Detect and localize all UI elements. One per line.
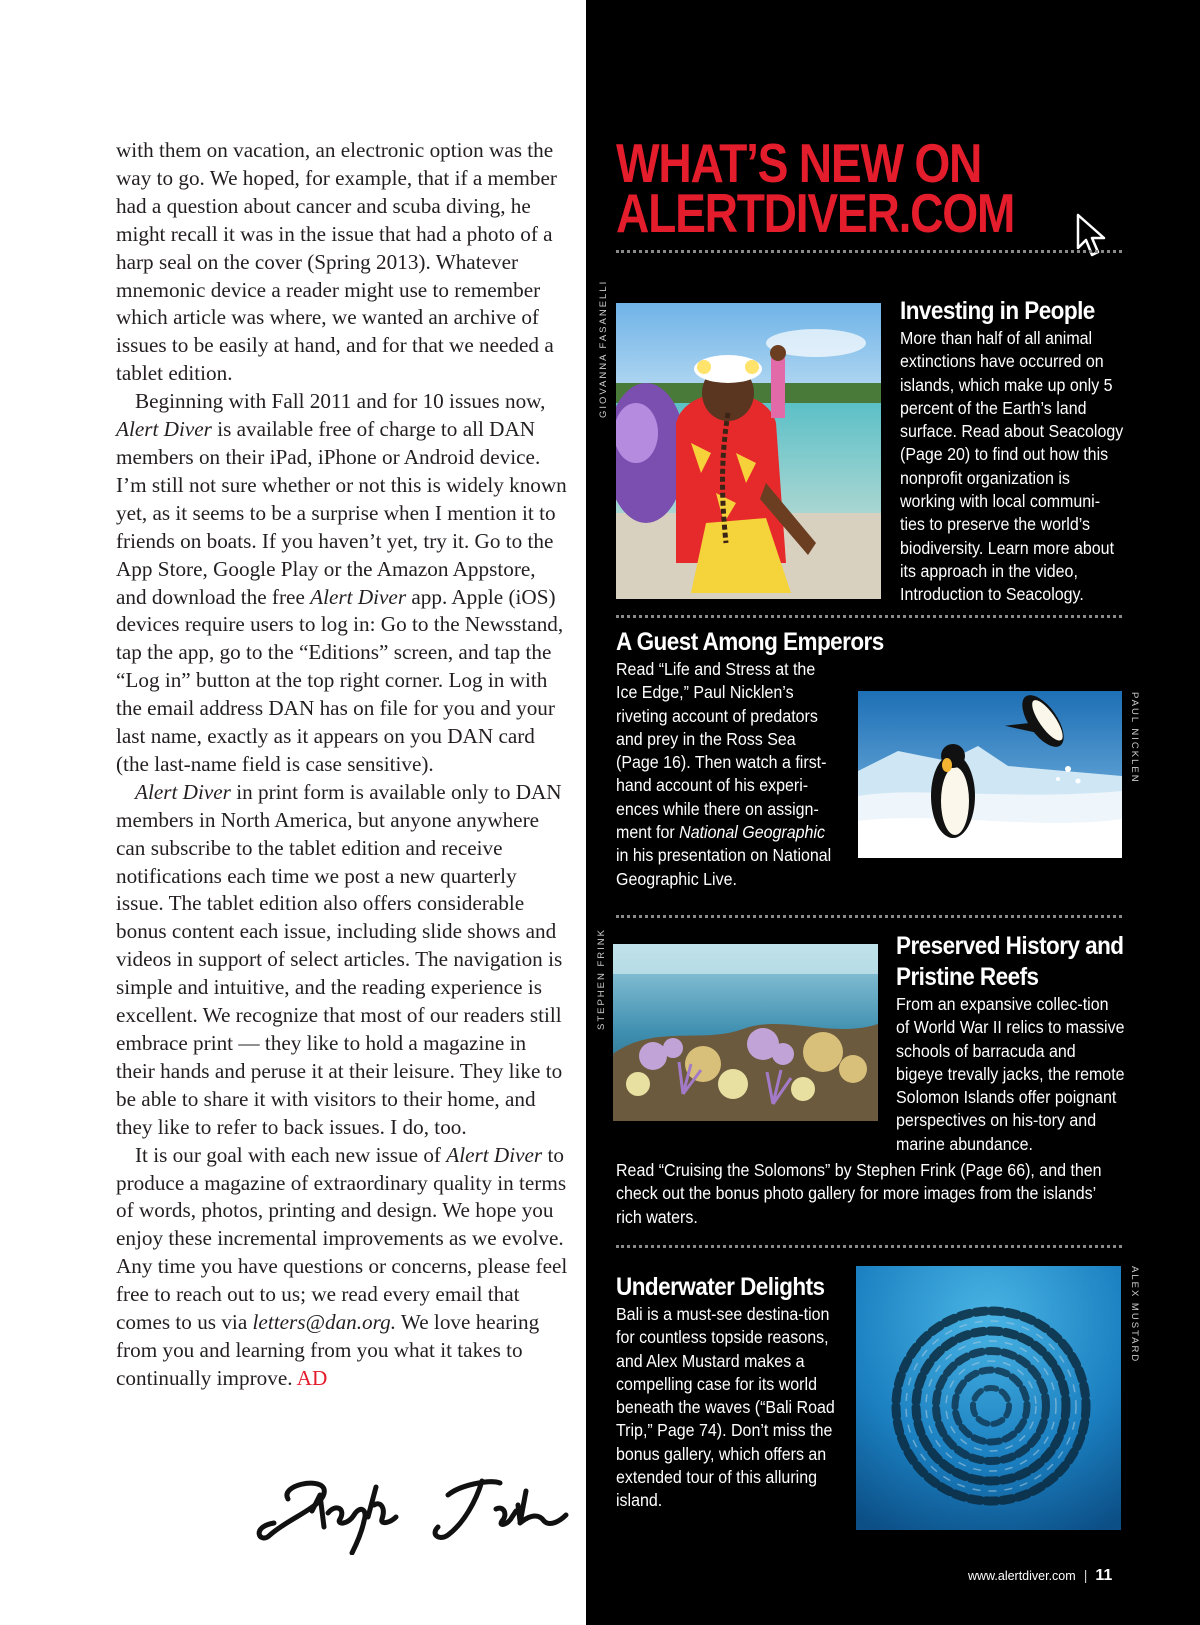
footer-separator: | — [1083, 1567, 1088, 1583]
paragraph-text: to produce a magazine of extraordinary quality in terms of words, photos, printing and design. We hope you enjoy these incremental improvements as we evolve. Any time you have questions or concerns, please feel free to reach out to us; we read every email that comes to us via — [116, 1142, 568, 1335]
section-body-wide: Read “Cruising the Solomons” by Stephen Frink (Page 66), and then check out the bonus photo gallery for more images from the islands’ rich waters. — [616, 1160, 1102, 1227]
paragraph-text: app. Apple (iOS) devices require users to log in: Go to the Newsstand, tap the app, go to the “Editions” screen, and tap the “Log in” button at the top right corner. Log in with the email address DAN has on file for you and your last name, exactly as it appears on you DAN card (the last-name field is case sensitive). — [116, 584, 564, 776]
letter-paragraph — [116, 388, 568, 779]
section-body: More than half of all animal extinctions have occurred on islands, which make up only 5 percent of the Earth’s land surface. Read about Seacology (Page 20) to find out how this nonprofit organization is working with local communi-ties to preserve the world’s biodiversity. Learn more about its approach in the video, Introduction to Seacology. — [900, 328, 1124, 605]
letter-paragraph — [116, 137, 568, 388]
photo-credit: GIOVANNA FASANELLI — [598, 279, 609, 418]
section-title-line: Pristine Reefs — [896, 963, 1039, 991]
headline-line-2: ALERTDIVER.COM — [616, 182, 1015, 244]
italic-text: Alert Diver — [116, 417, 212, 442]
section-body: Bali is a must-see destina-tion for countless topside reasons, and Alex Mustard makes a compelling case for its world beneath the waves (“Bali Road Trip,” Page 74). Don’t miss the bonus gallery, which offers an extended tour of this alluring island. — [616, 1304, 835, 1511]
paragraph-text: with them on vacation, an electronic option was the way to go. We hoped, for example, that if a member had a question about cancer and scuba diving, he might recall it was in the issue that had a photo of a harp seal on the cover (Spring 2013). Whatever mnemonic device a reader might use to remember which article was where, we wanted an archive of issues to be easily at hand, and for that we needed a tablet edition. — [116, 138, 557, 386]
section-title-guest-among-emperors: A Guest Among Emperors — [616, 628, 884, 656]
divider — [616, 615, 1122, 618]
paragraph-text: It is our goal with each new issue of — [135, 1142, 447, 1167]
photo-solomon-reef — [613, 944, 878, 1121]
letter-column — [0, 0, 586, 1625]
italic-text: Alert Diver — [135, 779, 231, 804]
page-number: 11 — [1095, 1567, 1113, 1584]
italic-text: letters@dan.org. — [252, 1310, 397, 1335]
divider — [616, 915, 1122, 918]
section-body — [616, 658, 840, 891]
photo-seacology-woman — [616, 303, 881, 599]
section-title-investing-in-people: Investing in People — [900, 297, 1095, 325]
page-footer — [968, 1567, 1112, 1585]
paragraph-text: is available free of charge to all DAN members on their iPad, iPhone or Android device. I’m still not sure whether or not this is widely known yet, as it seems to be a surprise when I mention it to friends on boats. If you haven’t yet, try it. Go to the App Store, Google Play or the Amazon Appstore, and download the free — [116, 417, 567, 609]
panel-headline — [616, 132, 1015, 244]
paragraph-text: Beginning with Fall 2011 and for 10 issues now, — [135, 389, 546, 414]
photo-emperor-penguins — [858, 691, 1122, 858]
italic-text: Alert Diver — [446, 1142, 543, 1167]
photo-credit: STEPHEN FRINK — [596, 927, 607, 1030]
paragraph-text: in print form is available only to DAN members in North America, but anyone anywhere can subscribe to the tablet edition and receive notifications each time we post a new quarterly issue. The tablet edition also offers considerable bonus content each issue, including slide shows and videos in support of select articles. The navigation is simple and intuitive, and the reading experience is excellent. We recognize that most of our readers still embrace print — they like to hold a magazine in their hands and peruse it at their leisure. They like to be able to share it with visitors to their home, and they like to refer to back issues. I do, too. — [116, 779, 563, 1139]
section-body-text: Read “Life and Stress at the Ice Edge,” Paul Nicklen’s riveting account of predators and prey in the Ross Sea (Page 16). Then watch a first-hand account of his experi-ences while there on assign-ment for — [616, 659, 827, 843]
letter-body — [116, 137, 568, 1393]
divider — [616, 1245, 1122, 1248]
letter-paragraph — [116, 1142, 568, 1393]
section-body: From an expansive collec-tion of World War II relics to massive schools of barracuda and bigeye trevally jacks, the remote Solomon Islands offer poignant perspectives on his-tory and marine abundance. — [896, 994, 1125, 1154]
photo-credit: PAUL NICKLEN — [1129, 692, 1140, 784]
footer-url[interactable]: www.alertdiver.com — [968, 1569, 1076, 1583]
headline-line-1: WHAT’S NEW ON — [616, 132, 982, 194]
letter-paragraph — [116, 779, 568, 1142]
section-title-preserved-history — [896, 931, 1124, 993]
photo-fish-school — [856, 1266, 1121, 1530]
section-title-line: Preserved History and — [896, 932, 1124, 960]
section-title-underwater-delights: Underwater Delights — [616, 1273, 825, 1301]
end-mark: AD — [296, 1365, 328, 1390]
italic-text: Alert Diver — [310, 584, 407, 609]
paragraph-text: We love hearing from you and learning from you what it takes to continually improve. — [116, 1310, 540, 1390]
publication-name: National Geographic — [679, 822, 825, 843]
handwritten-signature — [250, 1465, 570, 1555]
divider — [616, 250, 1122, 253]
section-body-text: in his presentation on National Geographic Live. — [616, 845, 832, 889]
photo-credit: ALEX MUSTARD — [1129, 1266, 1140, 1364]
